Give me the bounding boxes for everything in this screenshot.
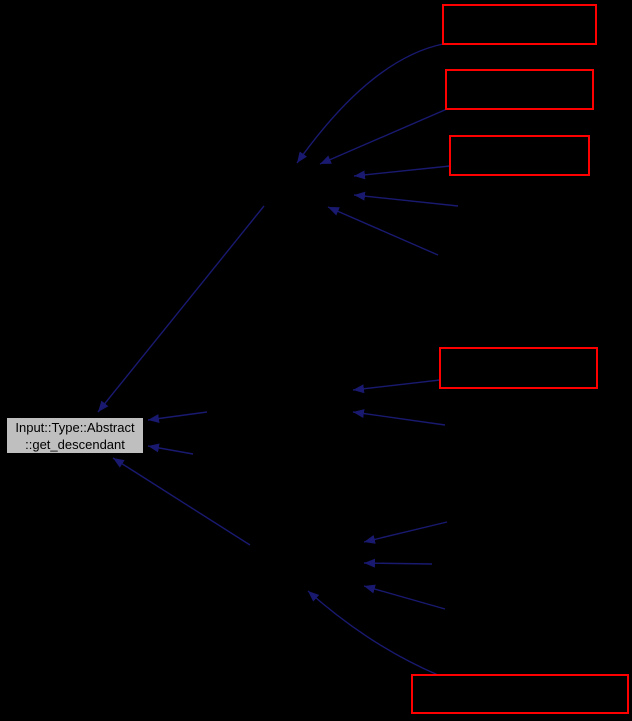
call-edge	[364, 563, 432, 564]
call-edge	[354, 166, 450, 176]
call-edge	[354, 195, 458, 206]
call-edge	[364, 586, 445, 609]
call-edge	[328, 207, 438, 255]
graph-node-truncated[interactable]	[450, 136, 589, 175]
graph-node-truncated[interactable]	[446, 70, 593, 109]
call-edge	[353, 412, 445, 425]
call-edge	[353, 380, 440, 390]
main-node-label-line2: ::get_descendant	[25, 436, 125, 452]
graph-node-get-descendant	[6, 417, 144, 454]
call-edge	[320, 109, 447, 164]
main-node-label-line1: Input::Type::Abstract	[15, 419, 135, 435]
call-edge	[148, 412, 207, 420]
call-edge	[297, 44, 443, 163]
graph-node-truncated[interactable]	[443, 5, 596, 44]
call-edge	[113, 458, 250, 545]
call-edge	[364, 522, 447, 542]
call-edge	[98, 206, 264, 412]
call-edge	[148, 446, 193, 454]
graph-node-truncated[interactable]	[412, 675, 628, 713]
call-edge	[308, 591, 438, 675]
graph-node-truncated[interactable]	[440, 348, 597, 388]
